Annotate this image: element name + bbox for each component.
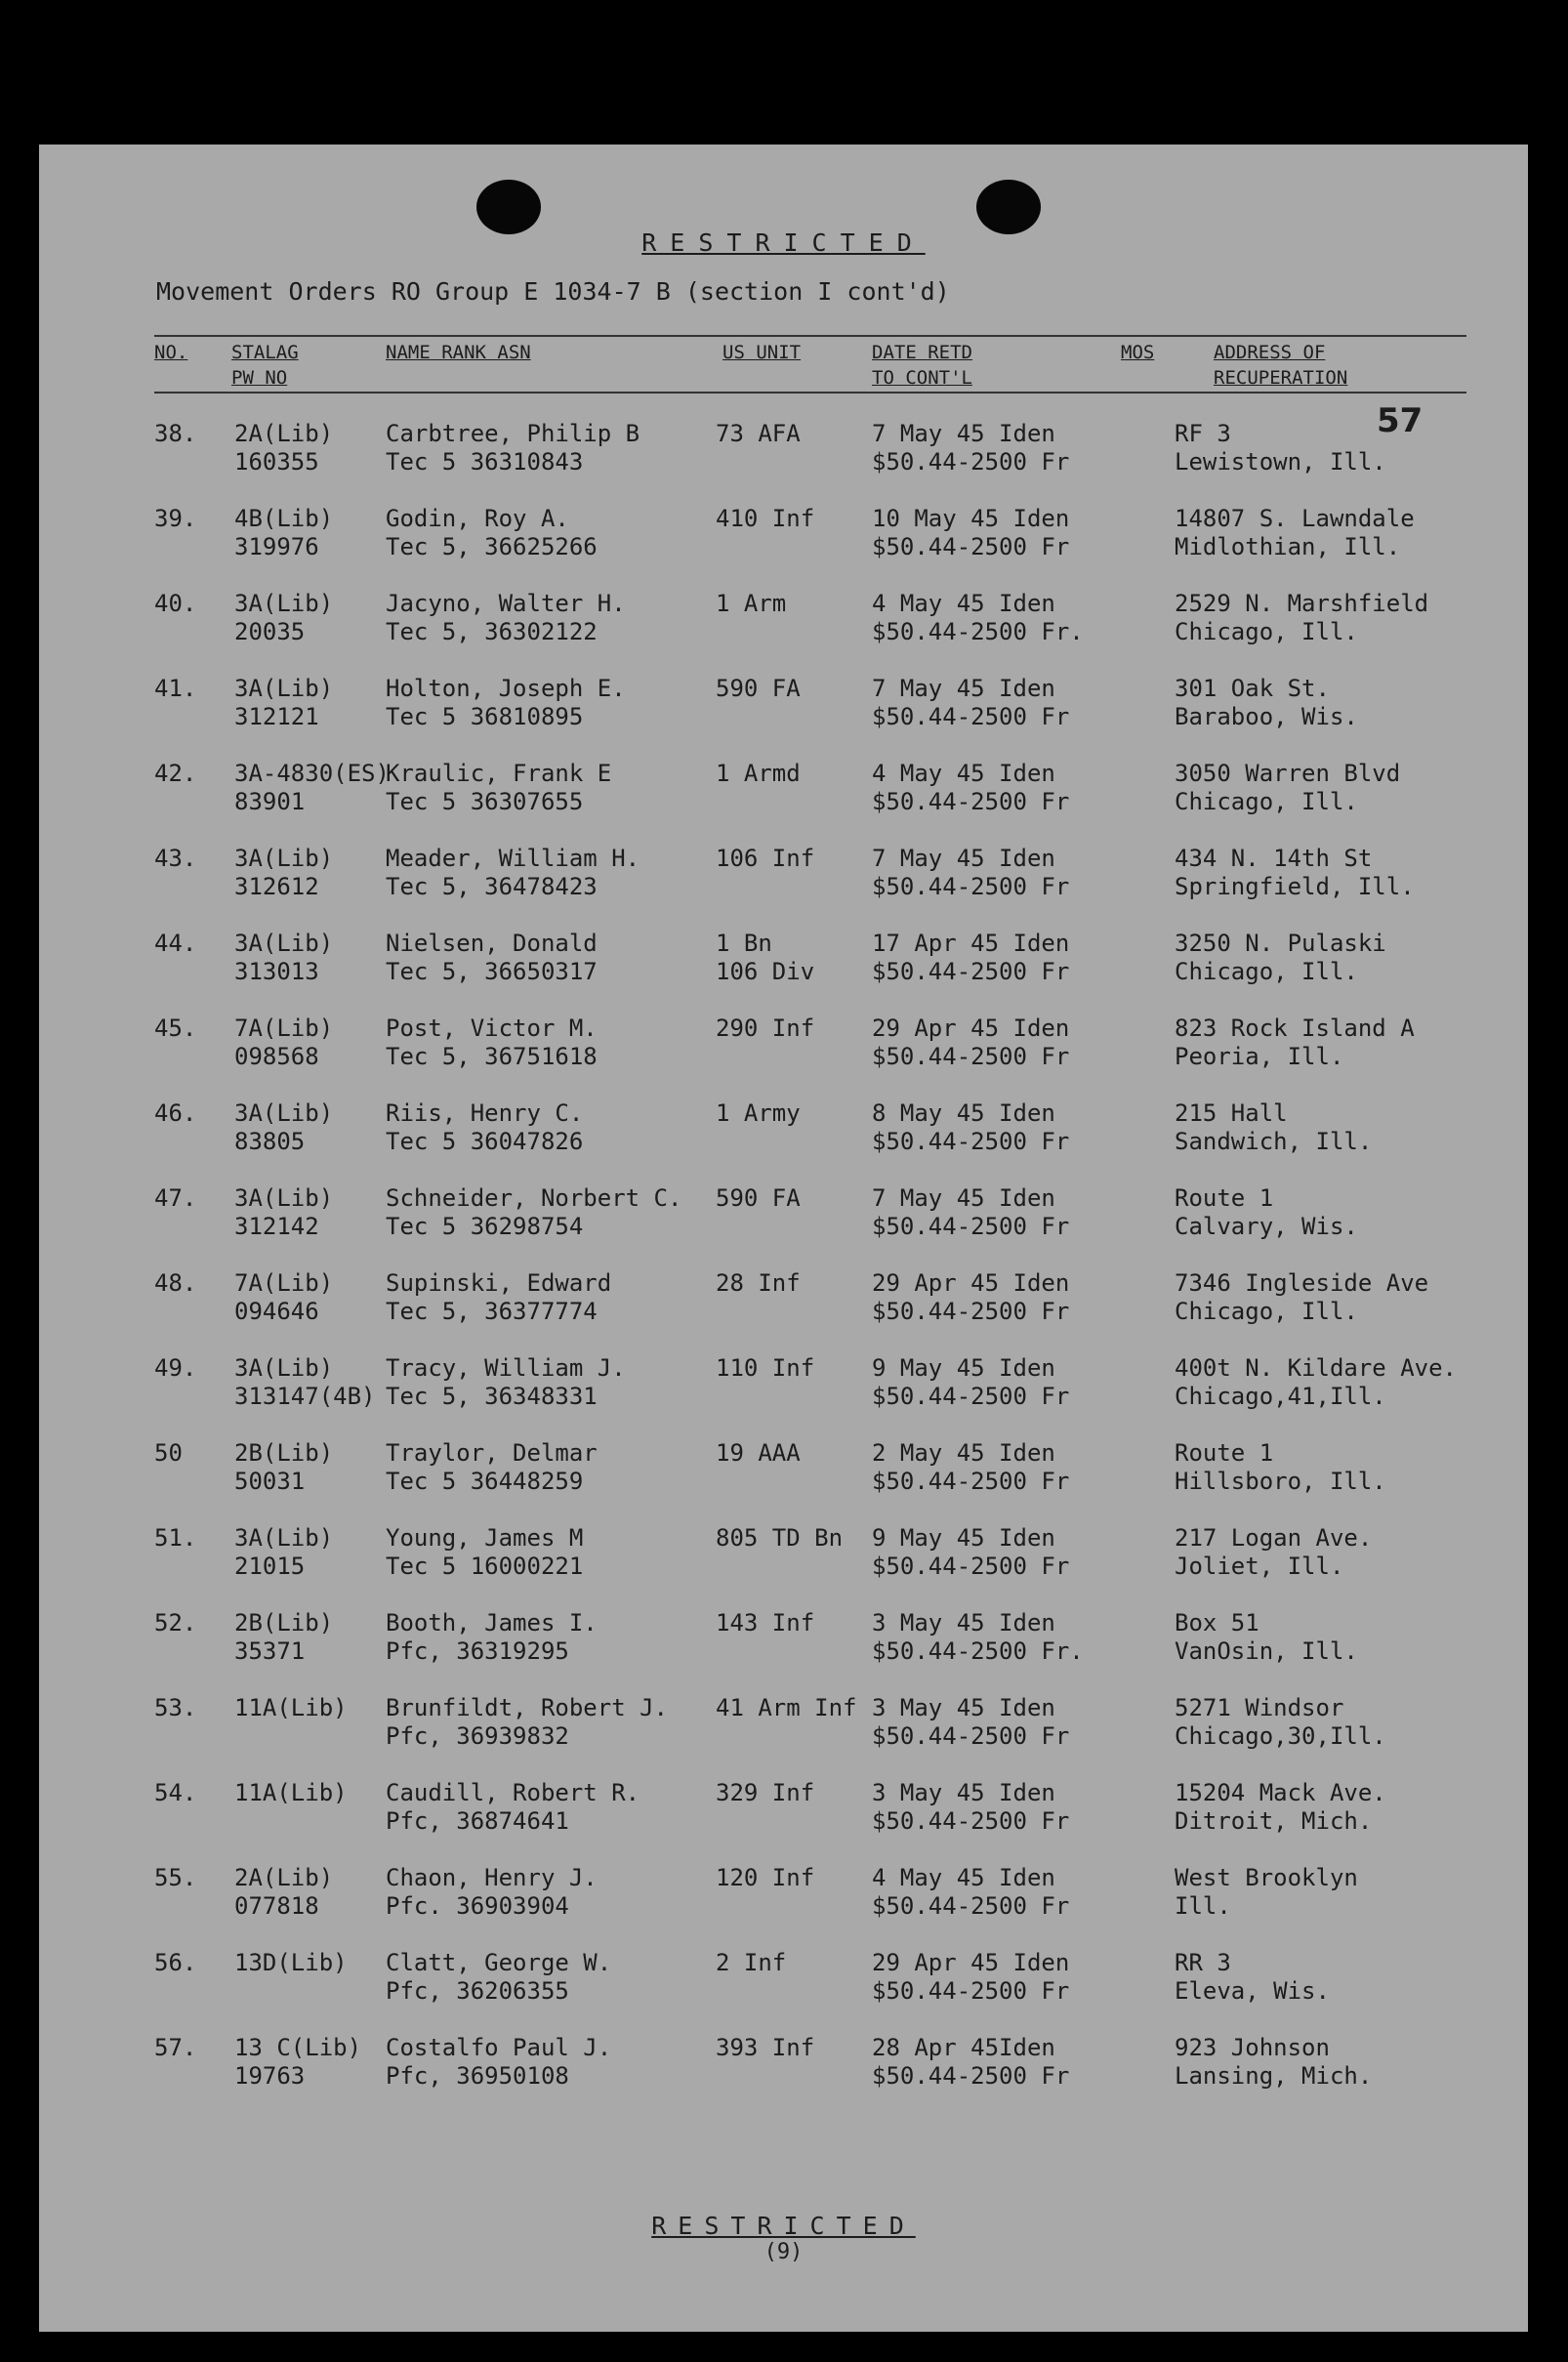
cell-unit: 329 Inf: [716, 1779, 815, 1806]
table-row: [39, 1269, 1528, 1353]
cell-date: 8 May 45 Iden $50.44-2500 Fr: [872, 1099, 1070, 1155]
cell-no: 46.: [154, 1099, 197, 1127]
cell-date: 3 May 45 Iden $50.44-2500 Fr: [872, 1694, 1070, 1750]
table-row: [39, 1015, 1528, 1098]
table-row: [39, 1524, 1528, 1608]
table-row: [39, 2034, 1528, 2118]
cell-date: 4 May 45 Iden $50.44-2500 Fr.: [872, 590, 1084, 645]
cell-name: Chaon, Henry J. Pfc. 36903904: [386, 1864, 598, 1920]
cell-address: 14807 S. Lawndale Midlothian, Ill.: [1175, 505, 1415, 560]
cell-stalag: 13 C(Lib) 19763: [234, 2034, 362, 2090]
cell-unit: 110 Inf: [716, 1354, 815, 1382]
cell-unit: 120 Inf: [716, 1864, 815, 1891]
cell-no: 49.: [154, 1354, 197, 1382]
cell-no: 56.: [154, 1949, 197, 1976]
cell-date: 29 Apr 45 Iden $50.44-2500 Fr: [872, 1949, 1070, 2005]
cell-name: Brunfildt, Robert J. Pfc, 36939832: [386, 1694, 668, 1750]
cell-name: Clatt, George W. Pfc, 36206355: [386, 1949, 612, 2005]
document-subtitle: Movement Orders RO Group E 1034-7 B (section I cont'd): [156, 277, 950, 306]
cell-name: Nielsen, Donald Tec 5, 36650317: [386, 930, 598, 985]
cell-unit: 1 Army: [716, 1099, 801, 1127]
cell-address: 2529 N. Marshfield Chicago, Ill.: [1175, 590, 1429, 645]
table-row: [39, 1609, 1528, 1693]
cell-date: 7 May 45 Iden $50.44-2500 Fr: [872, 1184, 1070, 1240]
cell-address: 400t N. Kildare Ave. Chicago,41,Ill.: [1175, 1354, 1457, 1410]
table-row: [39, 760, 1528, 844]
table-row: [39, 590, 1528, 674]
cell-unit: 1 Armd: [716, 760, 801, 787]
cell-no: 45.: [154, 1015, 197, 1042]
table-row: [39, 1864, 1528, 1948]
cell-no: 51.: [154, 1524, 197, 1552]
cell-address: Route 1 Hillsboro, Ill.: [1175, 1439, 1386, 1495]
cell-address: 15204 Mack Ave. Ditroit, Mich.: [1175, 1779, 1386, 1835]
cell-stalag: 3A(Lib) 20035: [234, 590, 334, 645]
cell-name: Godin, Roy A. Tec 5, 36625266: [386, 505, 598, 560]
cell-stalag: 7A(Lib) 098568: [234, 1015, 334, 1070]
cell-name: Kraulic, Frank E Tec 5 36307655: [386, 760, 612, 815]
cell-no: 52.: [154, 1609, 197, 1637]
cell-stalag: 3A(Lib) 312121: [234, 675, 334, 730]
cell-address: West Brooklyn Ill.: [1175, 1864, 1358, 1920]
cell-address: 923 Johnson Lansing, Mich.: [1175, 2034, 1373, 2090]
table-row: [39, 1949, 1528, 2033]
cell-stalag: 2A(Lib) 077818: [234, 1864, 334, 1920]
cell-address: RR 3 Eleva, Wis.: [1175, 1949, 1330, 2005]
cell-date: 7 May 45 Iden $50.44-2500 Fr: [872, 420, 1070, 476]
header-title: RESTRICTED: [641, 228, 926, 257]
cell-no: 42.: [154, 760, 197, 787]
cell-date: 2 May 45 Iden $50.44-2500 Fr: [872, 1439, 1070, 1495]
cell-unit: 1 Bn 106 Div: [716, 930, 815, 985]
cell-unit: 590 FA: [716, 1184, 801, 1212]
cell-name: Traylor, Delmar Tec 5 36448259: [386, 1439, 598, 1495]
cell-stalag: 2B(Lib) 35371: [234, 1609, 334, 1665]
column-header-name: NAME RANK ASN: [386, 342, 531, 363]
cell-name: Caudill, Robert R. Pfc, 36874641: [386, 1779, 640, 1835]
cell-no: 40.: [154, 590, 197, 617]
table-row: [39, 675, 1528, 759]
footer-title: RESTRICTED: [651, 2212, 916, 2240]
table-row: [39, 505, 1528, 589]
cell-address: 215 Hall Sandwich, Ill.: [1175, 1099, 1373, 1155]
cell-name: Holton, Joseph E. Tec 5 36810895: [386, 675, 626, 730]
page-number: (9): [763, 2240, 804, 2264]
cell-date: 9 May 45 Iden $50.44-2500 Fr: [872, 1524, 1070, 1580]
cell-name: Booth, James I. Pfc, 36319295: [386, 1609, 598, 1665]
table-row: [39, 930, 1528, 1014]
cell-no: 55.: [154, 1864, 197, 1891]
column-header-unit: US UNIT: [722, 342, 802, 363]
cell-unit: 2 Inf: [716, 1949, 787, 1976]
cell-address: Route 1 Calvary, Wis.: [1175, 1184, 1358, 1240]
column-header-no: NO.: [154, 342, 188, 363]
column-header-date: DATE RETD TO CONT'L: [872, 342, 972, 389]
punch-hole-left: [476, 180, 541, 234]
table-row: [39, 1184, 1528, 1268]
cell-no: 50: [154, 1439, 183, 1467]
column-header-address: ADDRESS OF RECUPERATION: [1214, 342, 1348, 389]
cell-no: 53.: [154, 1694, 197, 1721]
cell-name: Riis, Henry C. Tec 5 36047826: [386, 1099, 584, 1155]
table-row: [39, 845, 1528, 929]
cell-stalag: 7A(Lib) 094646: [234, 1269, 334, 1325]
cell-stalag: 11A(Lib): [234, 1779, 348, 1806]
column-header-mos: MOS: [1121, 342, 1155, 363]
cell-unit: 393 Inf: [716, 2034, 815, 2061]
column-header-stalag: STALAG PW NO: [231, 342, 299, 389]
cell-date: 29 Apr 45 Iden $50.44-2500 Fr: [872, 1015, 1070, 1070]
cell-stalag: 4B(Lib) 319976: [234, 505, 334, 560]
cell-name: Post, Victor M. Tec 5, 36751618: [386, 1015, 598, 1070]
cell-address: 3050 Warren Blvd Chicago, Ill.: [1175, 760, 1401, 815]
cell-stalag: 3A(Lib) 313147(4B): [234, 1354, 376, 1410]
table-row: [39, 420, 1528, 504]
cell-unit: 73 AFA: [716, 420, 801, 447]
cell-unit: 1 Arm: [716, 590, 787, 617]
page-folio: 57: [1377, 401, 1424, 440]
table-row: [39, 1694, 1528, 1778]
cell-no: 39.: [154, 505, 197, 532]
cell-date: 10 May 45 Iden $50.44-2500 Fr: [872, 505, 1070, 560]
cell-address: RF 3 Lewistown, Ill.: [1175, 420, 1386, 476]
cell-stalag: 3A(Lib) 312142: [234, 1184, 334, 1240]
cell-unit: 41 Arm Inf: [716, 1694, 857, 1721]
cell-name: Schneider, Norbert C. Tec 5 36298754: [386, 1184, 682, 1240]
cell-name: Costalfo Paul J. Pfc, 36950108: [386, 2034, 612, 2090]
cell-unit: 28 Inf: [716, 1269, 801, 1297]
cell-stalag: 3A(Lib) 21015: [234, 1524, 334, 1580]
document-page: [39, 145, 1528, 2332]
cell-address: 434 N. 14th St Springfield, Ill.: [1175, 845, 1415, 900]
cell-no: 47.: [154, 1184, 197, 1212]
cell-no: 41.: [154, 675, 197, 702]
cell-unit: 290 Inf: [716, 1015, 815, 1042]
cell-no: 54.: [154, 1779, 197, 1806]
cell-address: 7346 Ingleside Ave Chicago, Ill.: [1175, 1269, 1429, 1325]
header-rule-bottom: [154, 392, 1466, 394]
cell-stalag: 2B(Lib) 50031: [234, 1439, 334, 1495]
cell-name: Meader, William H. Tec 5, 36478423: [386, 845, 640, 900]
cell-unit: 143 Inf: [716, 1609, 815, 1637]
cell-stalag: 3A(Lib) 313013: [234, 930, 334, 985]
cell-unit: 410 Inf: [716, 505, 815, 532]
cell-no: 48.: [154, 1269, 197, 1297]
cell-date: 28 Apr 45Iden $50.44-2500 Fr: [872, 2034, 1070, 2090]
cell-date: 4 May 45 Iden $50.44-2500 Fr: [872, 1864, 1070, 1920]
cell-name: Carbtree, Philip B Tec 5 36310843: [386, 420, 640, 476]
cell-name: Tracy, William J. Tec 5, 36348331: [386, 1354, 626, 1410]
cell-address: Box 51 VanOsin, Ill.: [1175, 1609, 1358, 1665]
cell-no: 57.: [154, 2034, 197, 2061]
cell-unit: 805 TD Bn: [716, 1524, 844, 1552]
cell-stalag: 13D(Lib): [234, 1949, 348, 1976]
cell-stalag: 3A-4830(ES) 83901: [234, 760, 390, 815]
cell-date: 3 May 45 Iden $50.44-2500 Fr: [872, 1779, 1070, 1835]
cell-address: 5271 Windsor Chicago,30,Ill.: [1175, 1694, 1386, 1750]
table-row: [39, 1439, 1528, 1523]
header-rule-top: [154, 335, 1466, 337]
cell-date: 9 May 45 Iden $50.44-2500 Fr: [872, 1354, 1070, 1410]
cell-name: Young, James M Tec 5 16000221: [386, 1524, 584, 1580]
table-row: [39, 1099, 1528, 1183]
cell-name: Supinski, Edward Tec 5, 36377774: [386, 1269, 612, 1325]
cell-stalag: 2A(Lib) 160355: [234, 420, 334, 476]
cell-stalag: 3A(Lib) 83805: [234, 1099, 334, 1155]
table-row: [39, 1779, 1528, 1863]
cell-date: 7 May 45 Iden $50.44-2500 Fr: [872, 675, 1070, 730]
cell-date: 4 May 45 Iden $50.44-2500 Fr: [872, 760, 1070, 815]
cell-name: Jacyno, Walter H. Tec 5, 36302122: [386, 590, 626, 645]
cell-stalag: 3A(Lib) 312612: [234, 845, 334, 900]
cell-unit: 106 Inf: [716, 845, 815, 872]
cell-address: 823 Rock Island A Peoria, Ill.: [1175, 1015, 1415, 1070]
cell-no: 44.: [154, 930, 197, 957]
cell-unit: 19 AAA: [716, 1439, 801, 1467]
cell-address: 217 Logan Ave. Joliet, Ill.: [1175, 1524, 1373, 1580]
cell-address: 301 Oak St. Baraboo, Wis.: [1175, 675, 1358, 730]
cell-address: 3250 N. Pulaski Chicago, Ill.: [1175, 930, 1386, 985]
cell-no: 43.: [154, 845, 197, 872]
cell-stalag: 11A(Lib): [234, 1694, 348, 1721]
cell-unit: 590 FA: [716, 675, 801, 702]
punch-hole-right: [976, 180, 1041, 234]
cell-date: 7 May 45 Iden $50.44-2500 Fr: [872, 845, 1070, 900]
cell-date: 3 May 45 Iden $50.44-2500 Fr.: [872, 1609, 1084, 1665]
cell-date: 17 Apr 45 Iden $50.44-2500 Fr: [872, 930, 1070, 985]
cell-date: 29 Apr 45 Iden $50.44-2500 Fr: [872, 1269, 1070, 1325]
cell-no: 38.: [154, 420, 197, 447]
table-row: [39, 1354, 1528, 1438]
